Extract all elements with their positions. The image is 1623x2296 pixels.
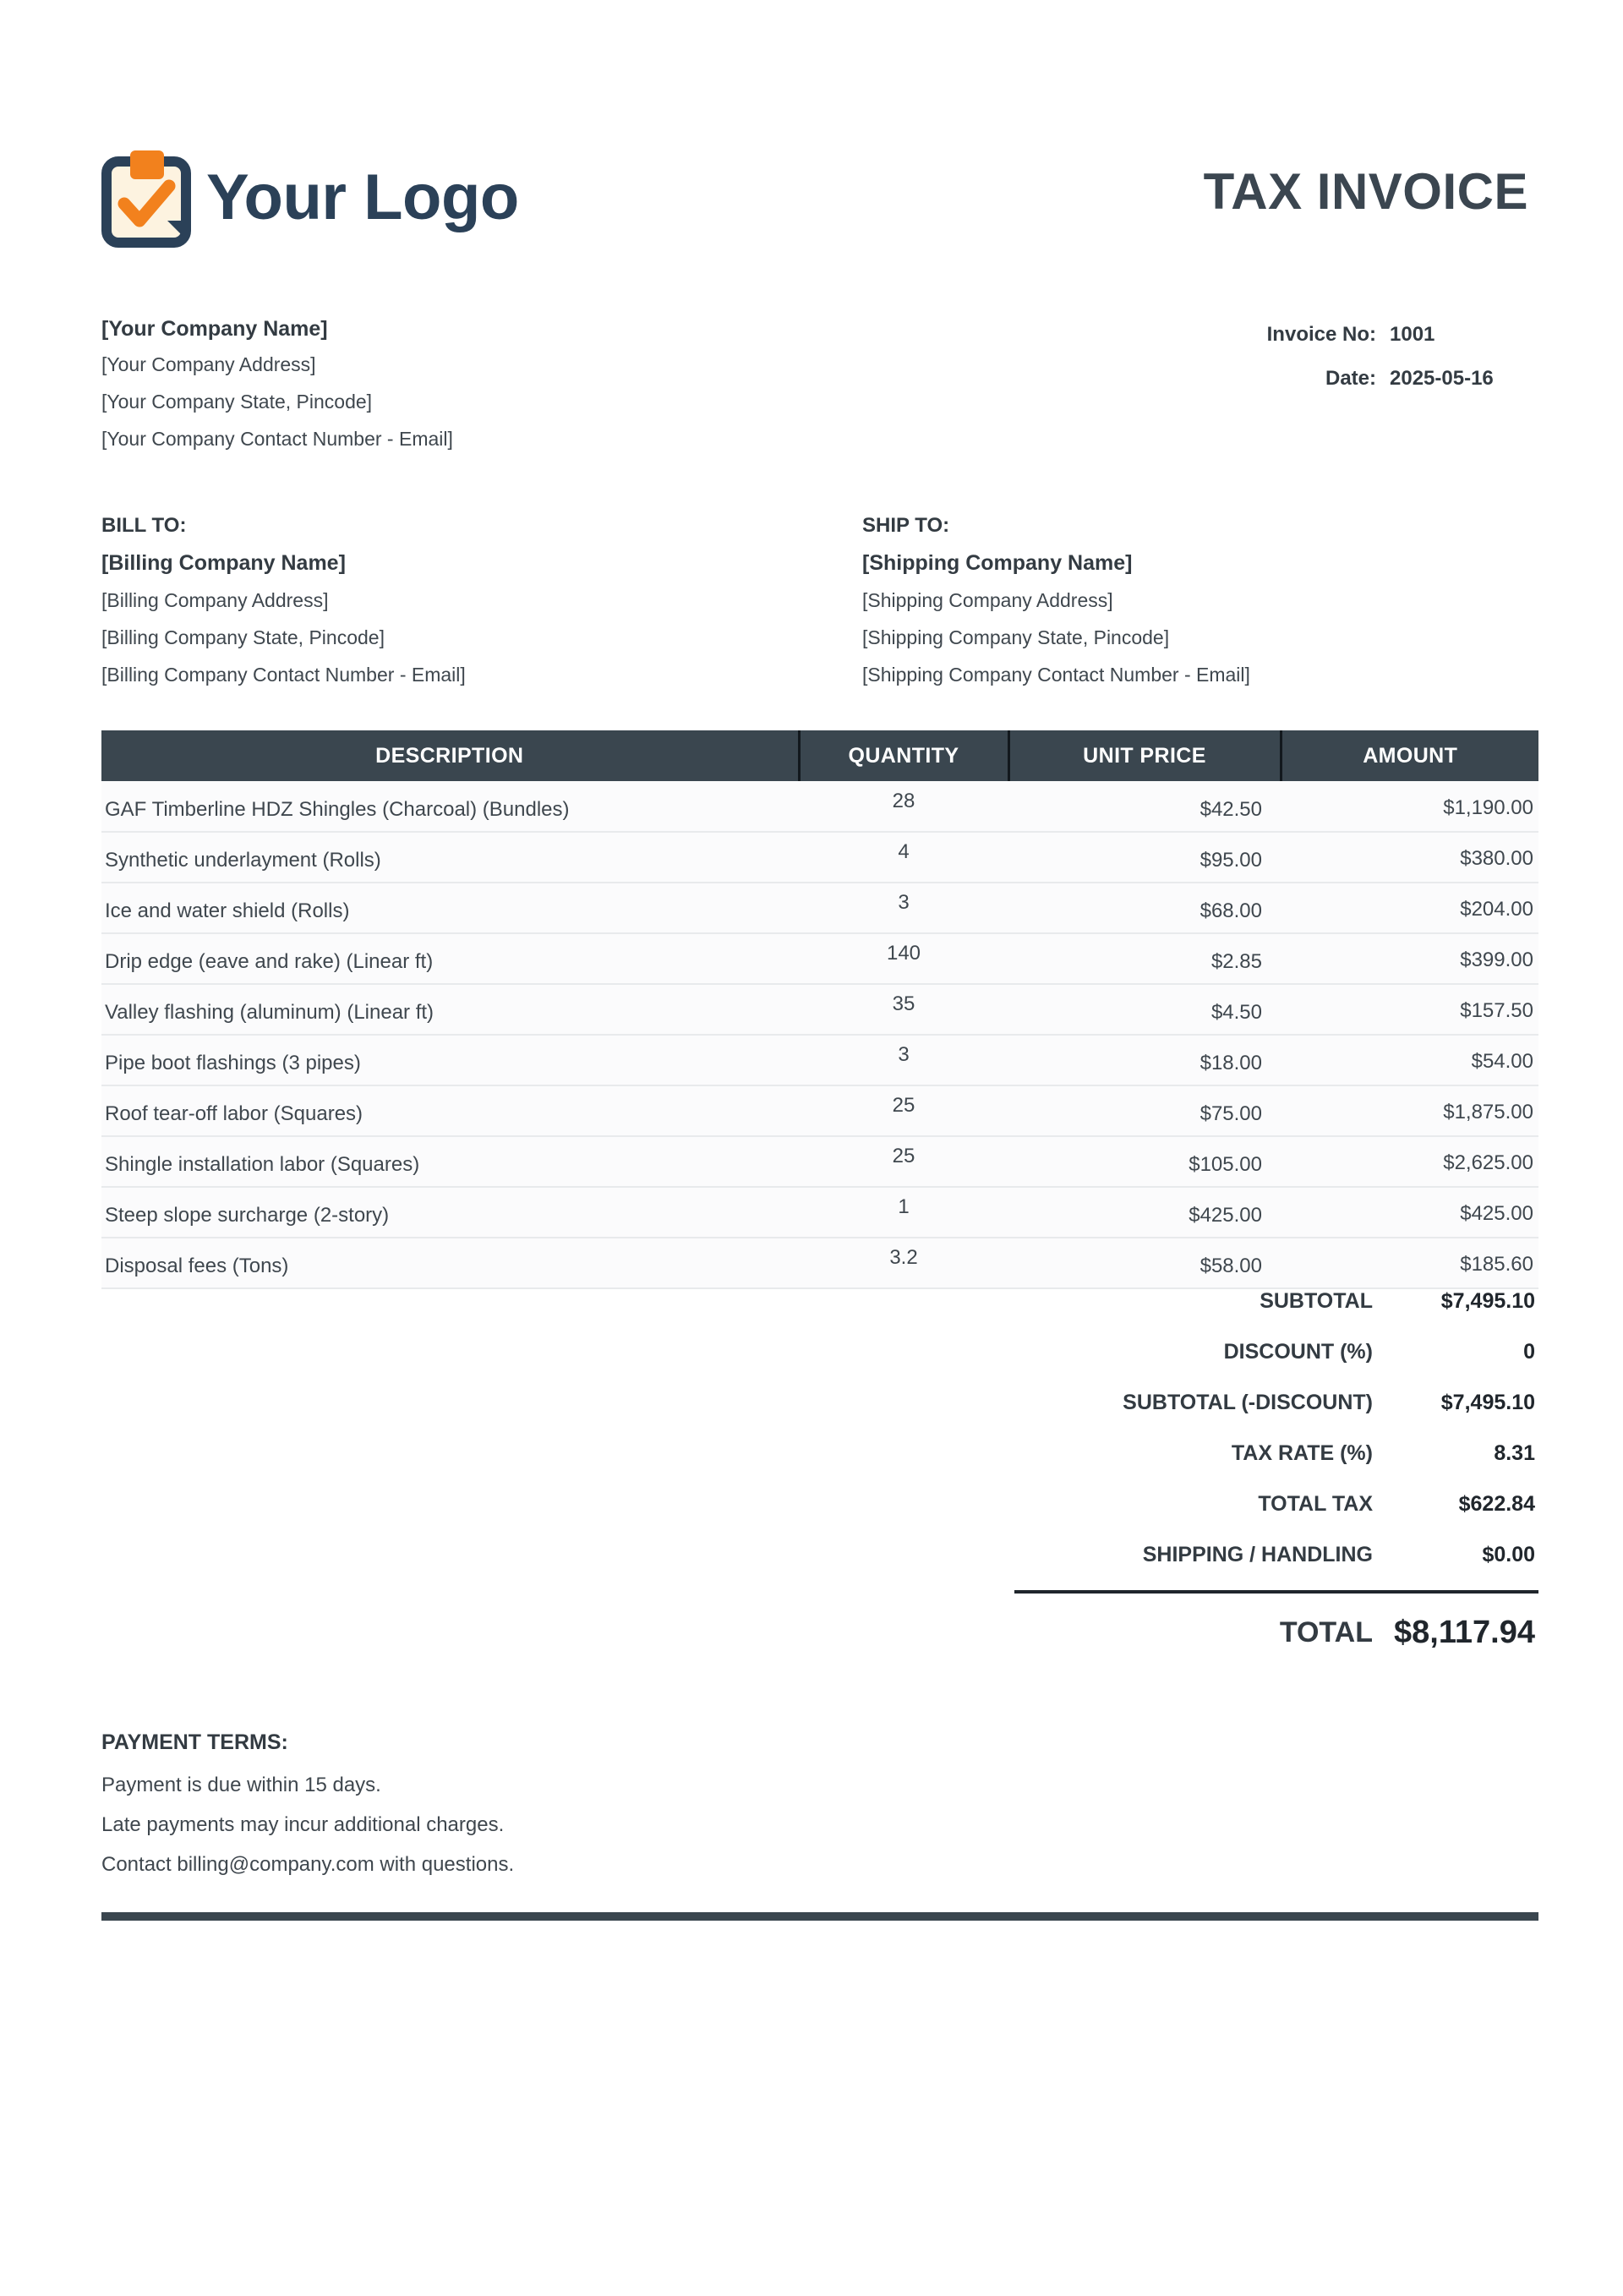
company-address: [Your Company Address] xyxy=(101,353,316,375)
item-quantity: 3 xyxy=(799,1035,1008,1085)
item-amount: $425.00 xyxy=(1281,1187,1538,1238)
item-description: Roof tear-off labor (Squares) xyxy=(101,1085,799,1136)
table-row xyxy=(101,883,1538,933)
column-header-amount: AMOUNT xyxy=(1281,730,1538,781)
item-amount: $380.00 xyxy=(1281,832,1538,883)
item-unit-price: $68.00 xyxy=(1008,883,1281,933)
bill-to-heading: BILL TO: xyxy=(101,514,187,537)
item-unit-price: $105.00 xyxy=(1008,1136,1281,1187)
payment-terms-section xyxy=(101,1732,1538,1875)
grand-total-label: TOTAL xyxy=(1279,1615,1373,1648)
item-description: GAF Timberline HDZ Shingles (Charcoal) (Bundles) xyxy=(101,781,799,832)
totals-section xyxy=(1014,1289,1538,1671)
tax-rate-value: 8.31 xyxy=(1494,1441,1535,1465)
item-unit-price: $42.50 xyxy=(1008,781,1281,832)
invoice-date-row xyxy=(1014,367,1538,391)
item-unit-price: $4.50 xyxy=(1008,984,1281,1035)
bill-to-state-pincode: [Billing Company State, Pincode] xyxy=(101,626,385,648)
invoice-date-label: Date: xyxy=(1325,367,1376,390)
tax-rate-label: TAX RATE (%) xyxy=(1231,1441,1373,1465)
ship-to-block xyxy=(820,516,1538,702)
invoice-number-row xyxy=(1014,323,1538,347)
footer-divider xyxy=(101,1912,1538,1921)
item-quantity: 35 xyxy=(799,984,1008,1035)
item-description: Drip edge (eave and rake) (Linear ft) xyxy=(101,933,799,984)
clipboard-check-icon xyxy=(101,148,191,248)
bill-to-contact: [Billing Company Contact Number - Email] xyxy=(101,664,466,686)
item-quantity: 1 xyxy=(799,1187,1008,1238)
item-description: Shingle installation labor (Squares) xyxy=(101,1136,799,1187)
grand-total-value: $8,117.94 xyxy=(1394,1614,1535,1650)
table-row xyxy=(101,933,1538,984)
ship-to-heading: SHIP TO: xyxy=(862,514,950,537)
bill-to-address: [Billing Company Address] xyxy=(101,589,329,611)
column-header-quantity: QUANTITY xyxy=(799,730,1008,781)
total-tax-row xyxy=(1014,1492,1538,1543)
item-amount: $399.00 xyxy=(1281,933,1538,984)
ship-to-address: [Shipping Company Address] xyxy=(862,589,1113,611)
item-amount: $185.60 xyxy=(1281,1238,1538,1288)
item-unit-price: $2.85 xyxy=(1008,933,1281,984)
invoice-number-value: 1001 xyxy=(1390,323,1435,346)
company-name: [Your Company Name] xyxy=(101,317,328,341)
bill-to-name: [Billing Company Name] xyxy=(101,551,346,575)
company-contact: [Your Company Contact Number - Email] xyxy=(101,428,453,450)
tax-rate-row xyxy=(1014,1441,1538,1492)
parties-section xyxy=(101,516,1538,702)
column-header-description: DESCRIPTION xyxy=(101,730,799,781)
discount-label: DISCOUNT (%) xyxy=(1223,1340,1373,1364)
table-row xyxy=(101,1085,1538,1136)
document-title: TAX INVOICE xyxy=(1203,163,1528,220)
line-items-body xyxy=(101,781,1538,1288)
item-description: Valley flashing (aluminum) (Linear ft) xyxy=(101,984,799,1035)
company-info xyxy=(101,319,862,467)
item-quantity: 25 xyxy=(799,1136,1008,1187)
table-row xyxy=(101,1035,1538,1085)
invoice-number-label: Invoice No: xyxy=(1266,323,1376,346)
item-description: Steep slope surcharge (2-story) xyxy=(101,1187,799,1238)
payment-terms-line: Payment is due within 15 days. xyxy=(101,1774,381,1796)
item-unit-price: $75.00 xyxy=(1008,1085,1281,1136)
discount-row xyxy=(1014,1340,1538,1391)
bill-to-block xyxy=(101,516,820,702)
payment-terms-line: Contact billing@company.com with questions. xyxy=(101,1853,515,1876)
item-amount: $54.00 xyxy=(1281,1035,1538,1085)
ship-to-contact: [Shipping Company Contact Number - Email] xyxy=(862,664,1250,686)
item-amount: $1,875.00 xyxy=(1281,1085,1538,1136)
item-quantity: 4 xyxy=(799,832,1008,883)
item-unit-price: $425.00 xyxy=(1008,1187,1281,1238)
discount-value: 0 xyxy=(1523,1340,1535,1364)
item-quantity: 3 xyxy=(799,883,1008,933)
item-unit-price: $18.00 xyxy=(1008,1035,1281,1085)
item-description: Pipe boot flashings (3 pipes) xyxy=(101,1035,799,1085)
item-amount: $157.50 xyxy=(1281,984,1538,1035)
company-logo xyxy=(101,148,519,248)
item-unit-price: $58.00 xyxy=(1008,1238,1281,1288)
ship-to-name: [Shipping Company Name] xyxy=(862,551,1133,575)
table-header-row xyxy=(101,730,1538,781)
shipping-handling-row xyxy=(1014,1543,1538,1594)
invoice-sheet xyxy=(101,0,1538,1921)
subtotal-label: SUBTOTAL xyxy=(1260,1289,1373,1313)
subtotal-row xyxy=(1014,1289,1538,1340)
grand-total-row xyxy=(1014,1594,1538,1671)
column-header-unit-price: UNIT PRICE xyxy=(1008,730,1281,781)
subtotal-less-discount-value: $7,495.10 xyxy=(1440,1391,1535,1414)
item-quantity: 28 xyxy=(799,781,1008,832)
payment-terms-line: Late payments may incur additional charges. xyxy=(101,1813,505,1836)
line-items-header xyxy=(101,730,1538,781)
logo-text: Your Logo xyxy=(206,161,519,233)
table-row xyxy=(101,781,1538,832)
total-tax-value: $622.84 xyxy=(1458,1492,1535,1516)
item-description: Ice and water shield (Rolls) xyxy=(101,883,799,933)
item-amount: $2,625.00 xyxy=(1281,1136,1538,1187)
table-row xyxy=(101,1187,1538,1238)
item-amount: $1,190.00 xyxy=(1281,781,1538,832)
subtotal-less-discount-label: SUBTOTAL (-DISCOUNT) xyxy=(1123,1391,1373,1414)
total-tax-label: TOTAL TAX xyxy=(1258,1492,1373,1516)
item-unit-price: $95.00 xyxy=(1008,832,1281,883)
table-row xyxy=(101,1136,1538,1187)
table-row xyxy=(101,1238,1538,1288)
ship-to-state-pincode: [Shipping Company State, Pincode] xyxy=(862,626,1170,648)
table-row xyxy=(101,984,1538,1035)
shipping-handling-label: SHIPPING / HANDLING xyxy=(1142,1543,1373,1566)
item-description: Synthetic underlayment (Rolls) xyxy=(101,832,799,883)
item-quantity: 3.2 xyxy=(799,1238,1008,1288)
company-state-pincode: [Your Company State, Pincode] xyxy=(101,391,373,413)
table-row xyxy=(101,832,1538,883)
invoice-header xyxy=(101,0,1538,248)
line-items-table xyxy=(101,730,1538,1289)
invoice-date-value: 2025-05-16 xyxy=(1390,367,1494,390)
payment-terms-heading: PAYMENT TERMS: xyxy=(101,1730,288,1754)
item-quantity: 140 xyxy=(799,933,1008,984)
invoice-meta xyxy=(1014,319,1538,411)
company-and-meta xyxy=(101,319,1538,467)
subtotal-value: $7,495.10 xyxy=(1440,1289,1535,1313)
shipping-handling-value: $0.00 xyxy=(1482,1543,1535,1566)
item-description: Disposal fees (Tons) xyxy=(101,1238,799,1288)
subtotal-less-discount-row xyxy=(1014,1391,1538,1441)
item-amount: $204.00 xyxy=(1281,883,1538,933)
item-quantity: 25 xyxy=(799,1085,1008,1136)
